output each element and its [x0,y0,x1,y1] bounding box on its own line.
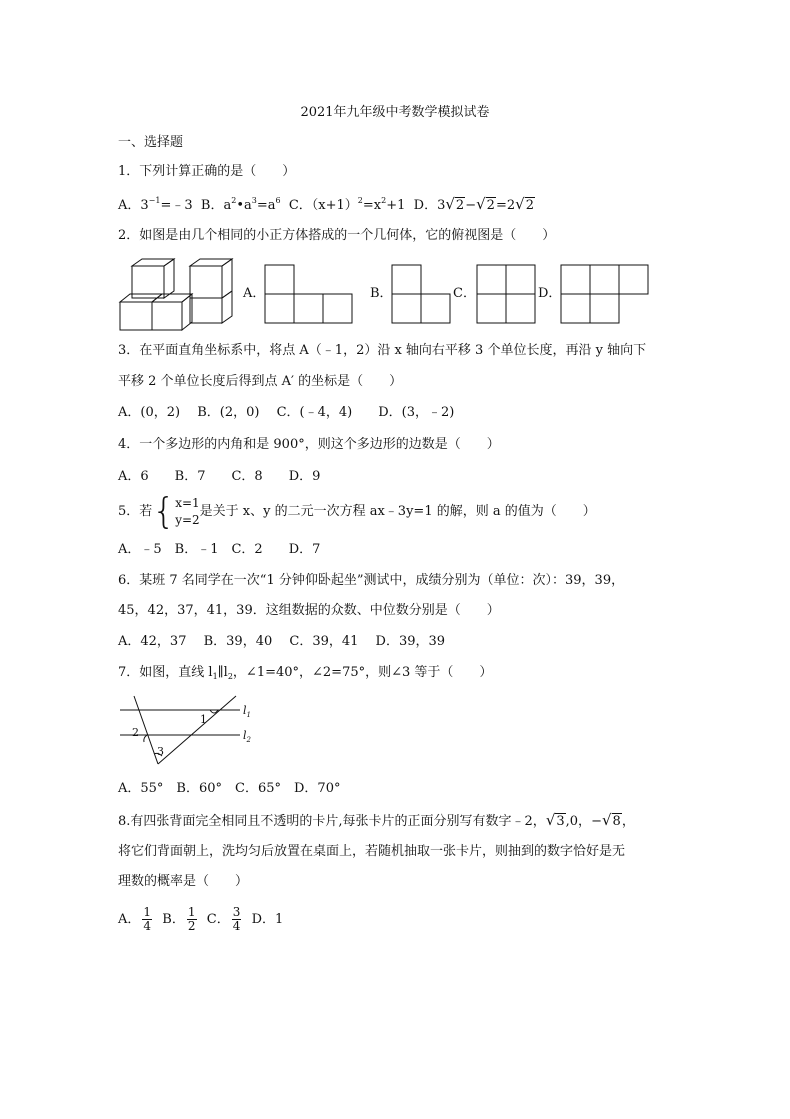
angle-1-label: 1 [200,713,207,726]
question-5-stem: 5．若{ x=1 y=2 是关于 x、y 的二元一次方程 ax﹣3y=1 的解，则 a 的值为（ ） [118,491,596,532]
question-3-line2: 平移 2 个单位长度后得到点 A′ 的坐标是（ ） [118,374,403,389]
q2-option-a-figure [264,264,354,324]
angle-2-label: 2 [132,726,139,739]
question-3-line1: 3．在平面直角坐标系中，将点 A（﹣1，2）沿 x 轴向右平移 3 个单位长度，再沿 y 轴向下 [118,343,647,358]
fraction-c: $\frac{3}{4}$ [232,905,241,933]
fraction-a: $\frac{1}{4}$ [143,905,152,933]
question-6-line2: 45，42，37，41，39．这组数据的众数、中位数分别是（ ） [118,603,500,618]
q1-option-d: D．3√2−√2=2√2 [413,195,534,213]
q2-option-d-figure [560,264,652,324]
q1-option-b: B．$a^2•a^3=a^6$ [200,196,281,213]
equation-system: { x=1 y=2 [152,491,200,532]
q2-option-c-figure [476,264,538,324]
fraction-b: $\frac{1}{2}$ [187,905,196,933]
question-7-stem: 7．如图，直线 $l_1\parallel l_2$，∠1=40°，∠2=75°，则∠3 等于（ ） [118,665,493,681]
parallel-lines-figure [118,692,258,767]
question-6-options: A．42，37 B．39，40 C．39，41 D．39，39 [118,634,446,649]
question-4-stem: 4．一个多边形的内角和是 900°，则这个多边形的边数是（ ） [118,437,500,452]
question-5-options: A．﹣5 B．﹣1 C．2 D．7 [118,542,321,557]
question-8-line1: 8.有四张背面完全相同且不透明的卡片,每张卡片的正面分别写有数字﹣2，√3,0，−√8， [118,811,635,829]
question-8-line2: 将它们背面朝上，洗均匀后放置在桌面上，若随机抽取一张卡片，则抽到的数字恰好是无 [118,844,626,859]
question-7-options: A．55° B．60° C．65° D．70° [118,781,341,796]
section-heading: 一、选择题 [118,135,184,150]
question-3-options: A．(0，2) B．(2，0) C．(﹣4，4) D．(3，﹣2) [118,405,455,420]
q2-option-d-label: D． [538,286,562,301]
question-8-options: A． $\frac{1}{4}$ B． $\frac{1}{2}$ C． $\frac{3}{4}$ D．1 [118,905,284,933]
question-2-stem: 2．如图是由几个相同的小正方体搭成的一个几何体，它的俯视图是（ ） [118,228,556,243]
q2-option-b-label: B． [370,286,393,301]
svg-text:l2: $l_2$ [243,729,251,744]
q2-option-a-label: A． [243,286,266,301]
page-title: 2021年九年级中考数学模拟试卷 [300,105,490,120]
q2-option-b-figure [391,264,453,324]
q1-option-a: A．$3^{-1}=﹣3$ [118,196,193,213]
question-1-options [118,195,535,215]
angle-3-label: 3 [157,745,164,758]
svg-text:l1: $l_1$ [243,704,251,719]
question-4-options: A．6 B．7 C．8 D．9 [118,469,321,484]
q1-option-c: C．$(x+1)^2=x^2+1$ [288,196,406,213]
question-1-stem: 1．下列计算正确的是（ ） [118,164,296,179]
cube-solid-figure [118,258,228,333]
q2-option-c-label: C． [453,286,476,301]
question-8-line3: 理数的概率是（ ） [118,874,249,889]
question-6-line1: 6．某班 7 名同学在一次“1 分钟仰卧起坐”测试中，成绩分别为（单位：次）：39，39， [118,573,625,588]
